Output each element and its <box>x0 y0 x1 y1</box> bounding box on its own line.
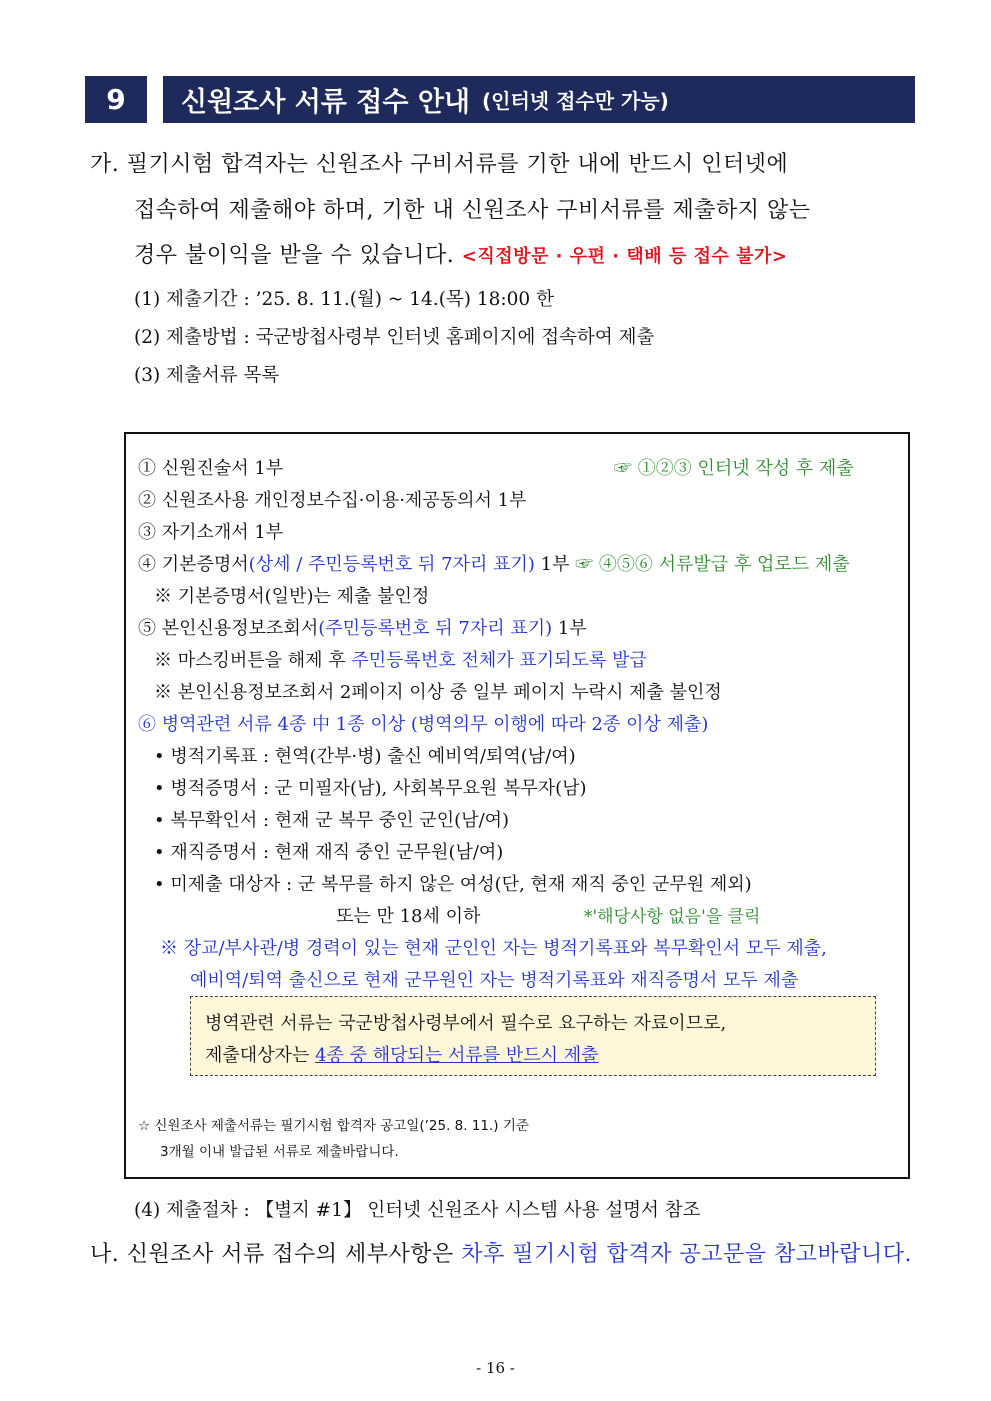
bullet-5-cont-note: *'해당사항 없음'을 클릭 <box>584 907 761 927</box>
document-list-box <box>124 432 910 1179</box>
section-number: 9 <box>85 76 147 123</box>
doc-4-note: ☞ ④⑤⑥ 서류발급 후 업로드 제출 <box>575 554 850 575</box>
doc-6: ⑥ 병역관련 서류 4종 中 1종 이상 (병역의무 이행에 따라 2종 이상 제출) <box>138 714 709 735</box>
doc-4-sub: ※ 기본증명서(일반)는 제출 불인정 <box>154 586 430 607</box>
na-line-highlight: 차후 필기시험 합격자 공고문을 참고바랍니다. <box>461 1242 913 1267</box>
bullet-1: • 병적기록표 : 현역(간부·병) 출신 예비역/퇴역(남/여) <box>154 746 576 767</box>
required-notice-line-2-text: 제출대상자는 <box>205 1045 316 1066</box>
doc-1: ① 신원진술서 1부 <box>138 458 284 479</box>
item-1: (1) 제출기간 : ’25. 8. 11.(월) ~ 14.(목) 18:00 한 <box>134 289 554 310</box>
page-number: - 16 - <box>476 1359 515 1377</box>
doc-5-sub-1-highlight: 주민등록번호 전체가 표기되도록 발급 <box>351 650 647 671</box>
bullet-3: • 복무확인서 : 현재 군 복무 중인 군인(남/여) <box>154 810 510 831</box>
doc-4 <box>138 550 850 576</box>
doc-4-count: 1부 <box>534 554 576 575</box>
na-line <box>90 1237 912 1268</box>
doc-5-sub-1 <box>154 646 647 672</box>
doc-4-label: ④ 기본증명서 <box>138 554 249 575</box>
ga-line-3 <box>134 238 788 269</box>
footnote-2: 3개월 이내 발급된 서류로 제출바랍니다. <box>160 1144 399 1160</box>
notice-no-offline: <직접방문 · 우편 · 택배 등 접수 불가> <box>461 246 788 267</box>
doc-3: ③ 자기소개서 1부 <box>138 522 284 543</box>
required-notice-line-2 <box>205 1041 599 1067</box>
required-notice-line-2-highlight: 4종 중 해당되는 서류를 반드시 제출 <box>315 1045 599 1066</box>
remark-2: 예비역/퇴역 출신으로 현재 군무원인 자는 병적기록표와 재직증명서 모두 제출 <box>190 970 799 991</box>
doc-5-count: 1부 <box>552 618 587 639</box>
doc-5 <box>138 614 587 640</box>
na-line-text: 나. 신원조사 서류 접수의 세부사항은 <box>90 1242 462 1267</box>
doc-1-note: ☞ ①②③ 인터넷 작성 후 제출 <box>614 458 854 479</box>
item-4: (4) 제출절차 : 【별지 #1】 인터넷 신원조사 시스템 사용 설명서 참조 <box>134 1200 701 1221</box>
remark-1: ※ 장교/부사관/병 경력이 있는 현재 군인인 자는 병적기록표와 복무확인서 모두 제출, <box>160 938 827 959</box>
section-title-bar <box>163 76 915 123</box>
required-notice-box <box>190 996 876 1076</box>
item-2: (2) 제출방법 : 국군방첩사령부 인터넷 홈페이지에 접속하여 제출 <box>134 327 655 348</box>
doc-5-label: ⑤ 본인신용정보조회서 <box>138 618 319 639</box>
doc-2: ② 신원조사용 개인정보수집·이용·제공동의서 1부 <box>138 490 527 511</box>
doc-5-sub-1-text: ※ 마스킹버튼을 해제 후 <box>154 650 352 671</box>
required-notice-line-1: 병역관련 서류는 국군방첩사령부에서 필수로 요구하는 자료이므로, <box>205 1013 727 1034</box>
ga-line-1: 가. 필기시험 합격자는 신원조사 구비서류를 기한 내에 반드시 인터넷에 <box>90 152 789 177</box>
bullet-2: • 병적증명서 : 군 미필자(남), 사회복무요원 복무자(남) <box>154 778 587 799</box>
section-subtitle: (인터넷 접수만 가능) <box>482 89 669 113</box>
ga-line-2: 접속하여 제출해야 하며, 기한 내 신원조사 구비서류를 제출하지 않는 <box>134 198 811 223</box>
bullet-5-cont: 또는 만 18세 이하 <box>336 906 481 927</box>
doc-5-sub-2: ※ 본인신용정보조회서 2페이지 이상 중 일부 페이지 누락시 제출 불인정 <box>154 682 722 703</box>
item-3: (3) 제출서류 목록 <box>134 365 280 386</box>
doc-4-detail: (상세 / 주민등록번호 뒤 7자리 표기) <box>248 554 535 575</box>
section-title: 신원조사 서류 접수 안내 <box>181 87 471 118</box>
ga-line-3-text: 경우 불이익을 받을 수 있습니다. <box>134 243 455 268</box>
bullet-4: • 재직증명서 : 현재 재직 중인 군무원(남/여) <box>154 842 504 863</box>
footnote-1: ☆ 신원조사 제출서류는 필기시험 합격자 공고일(’25. 8. 11.) 기준 <box>138 1118 529 1134</box>
bullet-5: • 미제출 대상자 : 군 복무를 하지 않은 여성(단, 현재 재직 중인 군무원 제외) <box>154 874 752 895</box>
doc-5-detail: (주민등록번호 뒤 7자리 표기) <box>318 618 553 639</box>
